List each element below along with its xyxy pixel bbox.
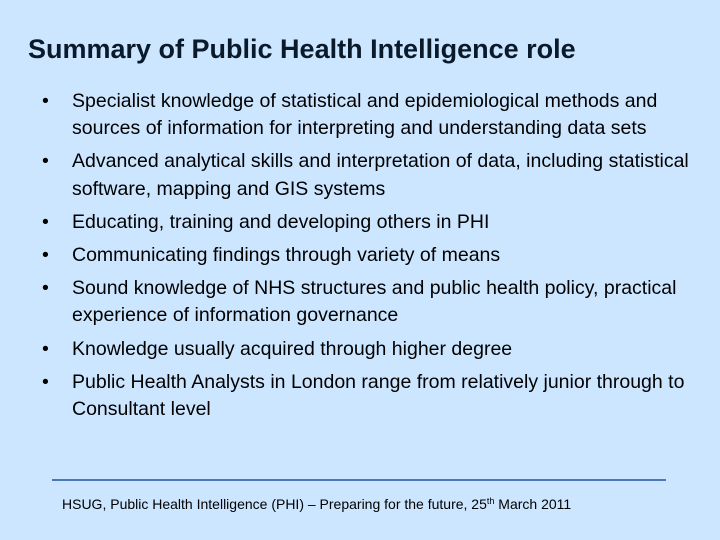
bullet-marker: • xyxy=(42,337,49,360)
bullet-item xyxy=(36,242,696,269)
bullet-marker: • xyxy=(42,150,49,173)
bullet-marker: • xyxy=(42,210,49,233)
bullet-item xyxy=(36,88,696,142)
bullet-text: Knowledge usually acquired through higher degree xyxy=(72,337,513,360)
bullet-item xyxy=(36,369,696,423)
bullet-text: Specialist knowledge of statistical and epidemiological methods and sources of information for interpreting and understanding data sets xyxy=(72,90,658,140)
bullet-text: Sound knowledge of NHS structures and public health policy, practical experience of information governance xyxy=(72,277,677,327)
bullet-marker: • xyxy=(42,244,49,267)
bullet-item xyxy=(36,148,696,202)
slide-title: Summary of Public Health Intelligence role xyxy=(28,34,576,64)
footer-divider xyxy=(52,479,666,481)
footer-main: HSUG, Public Health Intelligence (PHI) – Preparing for the future, 25 xyxy=(62,496,487,512)
bullet-text: Educating, training and developing others in PHI xyxy=(72,210,490,233)
bullet-text: Communicating findings through variety of means xyxy=(72,244,501,267)
bullet-item xyxy=(36,275,696,329)
footer-text xyxy=(62,496,702,512)
bullet-item xyxy=(36,336,696,363)
bullet-list xyxy=(36,88,696,429)
footer-superscript: th xyxy=(486,496,495,506)
bullet-marker: • xyxy=(42,370,49,393)
footer-tail: March 2011 xyxy=(494,496,572,512)
bullet-text: Public Health Analysts in London range from relatively junior through to Consultant level xyxy=(72,370,685,421)
bullet-marker: • xyxy=(42,277,49,300)
bullet-marker: • xyxy=(42,90,49,112)
bullet-item xyxy=(36,209,696,236)
bullet-text: Advanced analytical skills and interpretation of data, including statistical software, mapping and GIS systems xyxy=(72,150,689,200)
